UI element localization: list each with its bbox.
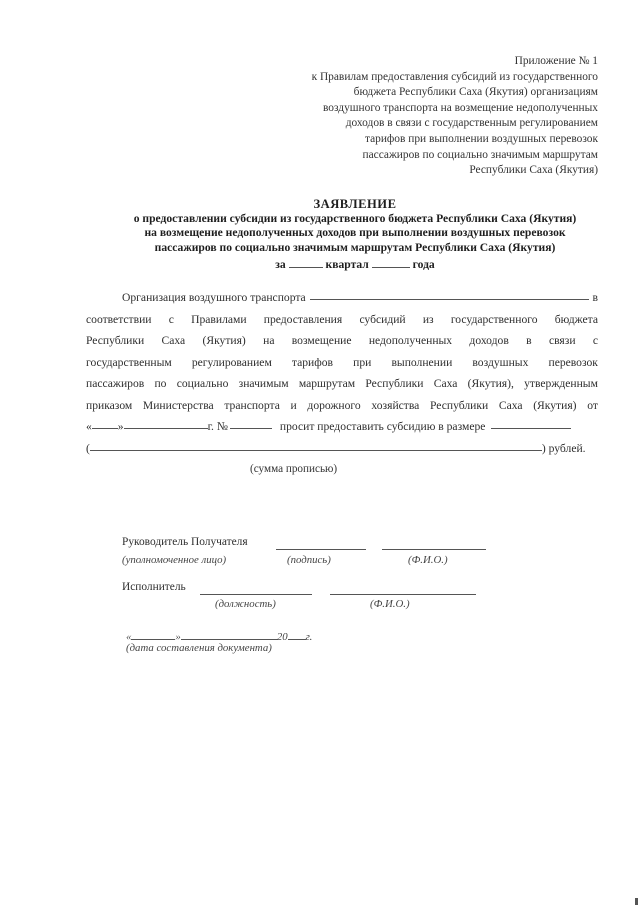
quarter-blank[interactable]: [289, 255, 323, 268]
body-line-2: [86, 309, 598, 331]
body-word: доходов: [469, 334, 509, 347]
appendix-line: воздушного транспорта на возмещение недополученных: [322, 101, 598, 114]
body-word: предоставления: [263, 312, 343, 326]
body-word: и: [290, 398, 297, 412]
body-line-3: [86, 330, 598, 352]
org-label: Организация воздушного транспорта: [122, 291, 306, 304]
body-word: Республики: [365, 377, 424, 390]
body-word: связи: [548, 334, 576, 347]
body-word: транспорта: [224, 398, 280, 412]
amount-blank[interactable]: [491, 416, 571, 429]
appendix-line: к Правилам предоставления субсидий из государственного: [311, 70, 598, 83]
body-line-4: [86, 352, 598, 374]
date-day-blank[interactable]: [131, 627, 175, 640]
body-word: государственным: [86, 355, 172, 369]
body-word: выполнении: [391, 355, 453, 369]
order-day-blank[interactable]: [92, 416, 118, 429]
body-word: на: [263, 334, 275, 347]
body-word: Саха: [498, 398, 523, 412]
body-word: с: [592, 334, 598, 347]
order-number-blank[interactable]: [230, 416, 272, 429]
date-line: [126, 627, 312, 643]
order-year-label: г. №: [207, 420, 228, 433]
head-label: Руководитель Получателя: [122, 536, 248, 548]
body-word: по: [154, 377, 167, 390]
body-word: перевозок: [548, 355, 598, 369]
document-title: [60, 197, 640, 273]
scan-edge-mark: [635, 898, 638, 905]
body-word: (Якутия): [202, 334, 246, 347]
executor-fio-caption: (Ф.И.О.): [370, 598, 410, 610]
period-suffix: года: [412, 258, 435, 272]
amount-words-blank[interactable]: [90, 438, 542, 451]
body-word: тарифов: [291, 355, 334, 369]
order-month-blank[interactable]: [124, 416, 208, 429]
body-word: из: [422, 312, 434, 326]
body-word: Саха: [161, 334, 186, 347]
rubles-label: ) рублей.: [541, 441, 586, 455]
head-fio-blank[interactable]: [382, 549, 486, 550]
year-blank[interactable]: [372, 255, 410, 268]
org-name-blank[interactable]: [310, 287, 589, 300]
body-word: регулированием: [191, 355, 272, 369]
date-year-blank[interactable]: [288, 627, 306, 640]
body-word: Правилами: [191, 312, 247, 326]
body-word: от: [587, 398, 598, 412]
body-word: недополученных: [368, 334, 453, 347]
appendix-line: Республики Саха (Якутия): [469, 164, 598, 177]
date-month-blank[interactable]: [181, 627, 277, 640]
body-word: дорожного: [307, 398, 361, 412]
body-word: значимым: [238, 377, 289, 390]
appendix-line: доходов в связи с государственным регулированием: [345, 117, 598, 130]
sum-in-words-caption: (сумма прописью): [250, 463, 338, 475]
body-word: приказом: [86, 398, 133, 412]
body-word: с: [168, 312, 174, 326]
body-line-1: [86, 287, 598, 309]
head-sub-caption: (уполномоченное лицо): [122, 554, 227, 566]
period-prefix: за: [275, 258, 286, 272]
title-line: пассажиров по социально значимым маршрутам Республики Саха (Якутия): [154, 240, 556, 254]
body-word: бюджета: [554, 312, 598, 326]
body-word: Саха: [433, 377, 458, 390]
date-year-prefix: 20: [276, 631, 288, 643]
body-word: в: [592, 291, 598, 304]
executor-fio-blank[interactable]: [330, 594, 476, 595]
date-quote-close: »: [175, 631, 181, 643]
executor-label: Исполнитель: [122, 581, 186, 593]
appendix-header: [238, 54, 598, 179]
paren-open: (: [86, 441, 90, 455]
appendix-line: Приложение № 1: [514, 55, 598, 67]
body-word: при: [353, 355, 372, 369]
request-text: просит предоставить субсидию в размере: [279, 420, 486, 433]
body-word: воздушных: [472, 355, 529, 369]
date-year-suffix: г.: [305, 631, 313, 643]
appendix-line: пассажиров по социально значимым маршрутам: [362, 148, 598, 161]
quote-close: »: [117, 420, 124, 433]
body-word: Республики: [430, 398, 489, 412]
body-word: субсидий: [359, 312, 406, 326]
body-line-7: [86, 416, 598, 438]
date-quote-open: «: [126, 631, 132, 643]
title-line: о предоставлении субсидии из государственного бюджета Республики Саха (Якутия): [133, 211, 577, 225]
quote-open: «: [86, 420, 92, 433]
body-word: маршрутам: [298, 377, 356, 390]
body-word: пассажиров: [86, 377, 145, 390]
title-period: [60, 255, 640, 273]
position-caption: (должность): [215, 598, 276, 610]
body-word: (Якутия): [533, 398, 577, 412]
body-word: государственного: [450, 312, 538, 326]
body-word: (Якутия),: [467, 377, 514, 390]
body-word: Министерства: [142, 398, 214, 412]
body-word: Республики: [86, 334, 145, 347]
body-word: в: [526, 334, 532, 347]
application-body: [86, 287, 598, 459]
appendix-line: бюджета Республики Саха (Якутия) организациям: [353, 86, 598, 99]
body-line-5: [86, 373, 598, 395]
fio-caption: (Ф.И.О.): [408, 554, 448, 566]
body-word: хозяйства: [371, 398, 420, 412]
title-main: ЗАЯВЛЕНИЕ: [313, 197, 397, 211]
body-line-6: [86, 395, 598, 417]
period-mid: квартал: [325, 258, 369, 272]
executor-position-blank[interactable]: [200, 594, 312, 595]
appendix-line: тарифов при выполнении воздушных перевозок: [364, 132, 598, 145]
body-word: соответствии: [86, 312, 152, 326]
head-signature-blank[interactable]: [276, 549, 366, 550]
body-word: возмещение: [291, 334, 352, 347]
body-word: утвержденным: [524, 377, 598, 390]
signature-caption: (подпись): [287, 554, 331, 566]
date-caption: (дата составления документа): [126, 642, 272, 654]
body-line-8: [86, 438, 598, 460]
body-word: социально: [176, 377, 229, 390]
title-line: на возмещение недополученных доходов при выполнении воздушных перевозок: [144, 226, 566, 240]
